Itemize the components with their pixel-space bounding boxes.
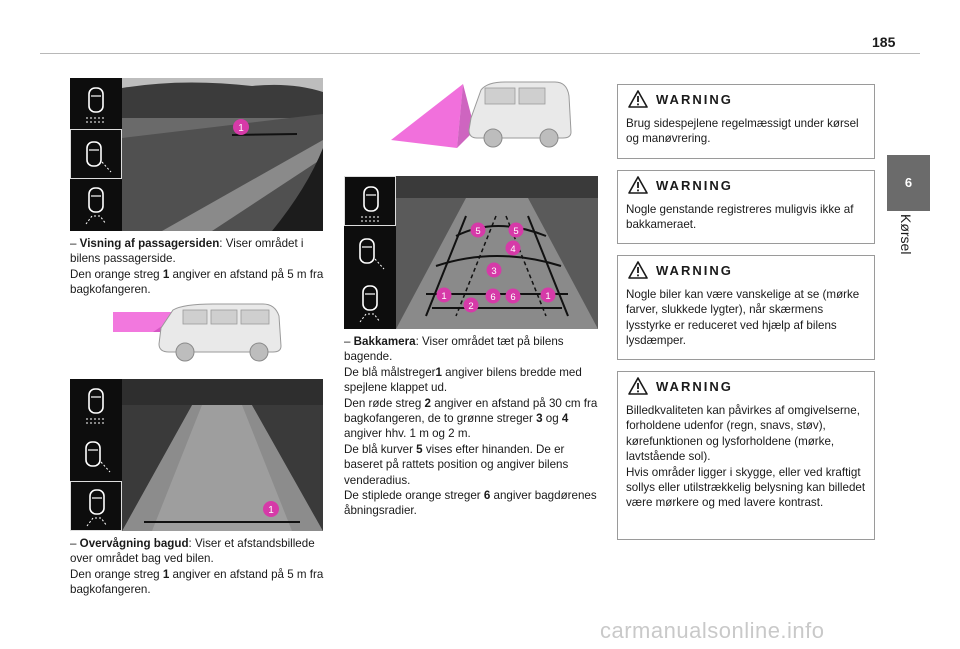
- warning-triangle-icon: [628, 90, 648, 108]
- warning-title: WARNING: [656, 262, 733, 278]
- svg-text:2: 2: [468, 301, 474, 312]
- warning-title: WARNING: [656, 91, 733, 107]
- rear-overview-camera-image: [70, 379, 323, 531]
- svg-text:1: 1: [238, 123, 244, 134]
- side-camera-scene: [122, 78, 323, 231]
- warning-title: WARNING: [656, 378, 733, 394]
- svg-text:5: 5: [513, 226, 519, 237]
- side-view-camera-image: [70, 78, 323, 231]
- side-view-title: Visning af passagersiden: [79, 237, 220, 250]
- car-side-view-icon: [344, 227, 396, 277]
- marker-5-right: [508, 222, 524, 238]
- reversing-camera-description: – Bakkamera: Viser området tæt på bilens bagende. De blå målstreger1 angiver bilens bredde med spejlene klappet ud. Den røde streg 2 angiver en afstand på 30 cm fra bagkofangeren, de to grønne streger 3 og 4 angiver hhv. 1 m og 2 m. De blå kurver 5 vises efter hinanden. De er baseret på rattets position og angiver bilens venderadius. De stiplede orange streger 6 angiver bagdørenes åbningsradier.: [344, 335, 598, 518]
- warning-title: WARNING: [656, 177, 733, 193]
- camera-mode-icons: [344, 176, 396, 329]
- car-rear-view-icon: [70, 180, 122, 230]
- warning-triangle-icon: [628, 261, 648, 279]
- warning-triangle-icon: [628, 176, 648, 194]
- warning-box: [617, 255, 875, 360]
- svg-text:6: 6: [490, 292, 496, 303]
- side-view-description: – Visning af passagersiden: Viser området i bilens passagerside. Den orange streg 1 angiver en afstand på 5 m fra bagkofangeren.: [70, 237, 324, 297]
- warning-box: [617, 170, 875, 244]
- camera-mode-icons: [70, 379, 122, 531]
- car-top-view-icon: [70, 78, 122, 128]
- svg-text:1: 1: [268, 505, 274, 516]
- svg-text:4: 4: [510, 244, 516, 255]
- rear-overview-title: Overvågning bagud: [79, 537, 189, 550]
- van-side-view-illustration: [113, 302, 285, 364]
- marker-1-rear-overview: [262, 500, 280, 518]
- warning-text: Billedkvaliteten kan påvirkes af omgivelserne, forholdene udenfor (regn, snavs, støv), kørefunktionen og lysforholdene (mørke, lavtstående sol). Hvis områder ligger i skygge, eller ved kraftigt sollys eller utilstrækkelig belysning kan billedet være mørkere og med lavere kontrast.: [626, 404, 866, 510]
- marker-2: [463, 297, 479, 313]
- car-rear-view-icon: [70, 481, 122, 531]
- header-rule: [40, 53, 920, 54]
- marker-1-right: [540, 287, 556, 303]
- warning-text: Brug sidespejlene regelmæssigt under kørsel og manøvrering.: [626, 117, 859, 146]
- warning-box: [617, 84, 875, 159]
- svg-text:1: 1: [545, 291, 551, 302]
- rear-overview-description: – Overvågning bagud: Viser et afstandsbillede over området bag ved bilen. Den orange streg 1 angiver en afstand på 5 m fra bagkofangeren.: [70, 537, 324, 597]
- car-top-view-icon: [344, 176, 396, 226]
- chapter-tab[interactable]: 6: [887, 155, 930, 211]
- warning-triangle-icon: [628, 377, 648, 395]
- chapter-title: Kørsel: [898, 214, 914, 255]
- car-rear-view-icon: [344, 278, 396, 328]
- watermark: carmanualsonline.info: [600, 618, 825, 643]
- warning-box: [617, 371, 875, 540]
- warning-text: Nogle genstande registreres muligvis ikke af bakkameraet.: [626, 203, 854, 232]
- marker-4: [505, 240, 521, 256]
- marker-6-right: [505, 288, 521, 304]
- car-top-view-icon: [70, 379, 122, 429]
- marker-3: [486, 262, 502, 278]
- svg-text:6: 6: [510, 292, 516, 303]
- van-rear-camera-illustration: [385, 78, 575, 164]
- rear-overview-scene: [122, 379, 323, 531]
- chapter-title-vertical: [888, 206, 928, 266]
- marker-5-left: [470, 222, 486, 238]
- marker-1-left: [436, 287, 452, 303]
- marker-1-side: [232, 118, 250, 136]
- camera-mode-icons: [70, 78, 122, 231]
- reversing-camera-title: Bakkamera: [353, 335, 416, 348]
- page-number: 185: [872, 34, 896, 50]
- car-side-view-icon: [70, 430, 122, 480]
- svg-text:5: 5: [475, 226, 481, 237]
- svg-text:1: 1: [441, 291, 447, 302]
- marker-6-left: [485, 288, 501, 304]
- svg-text:3: 3: [491, 266, 497, 277]
- car-side-view-icon: [70, 129, 122, 179]
- reversing-camera-scene: [396, 176, 598, 329]
- warning-text: Nogle biler kan være vanskelige at se (mørke farver, slukkede lygter), når skærmens lysstyrke er reduceret ved hjælp af bilens lysdæmper.: [626, 288, 860, 348]
